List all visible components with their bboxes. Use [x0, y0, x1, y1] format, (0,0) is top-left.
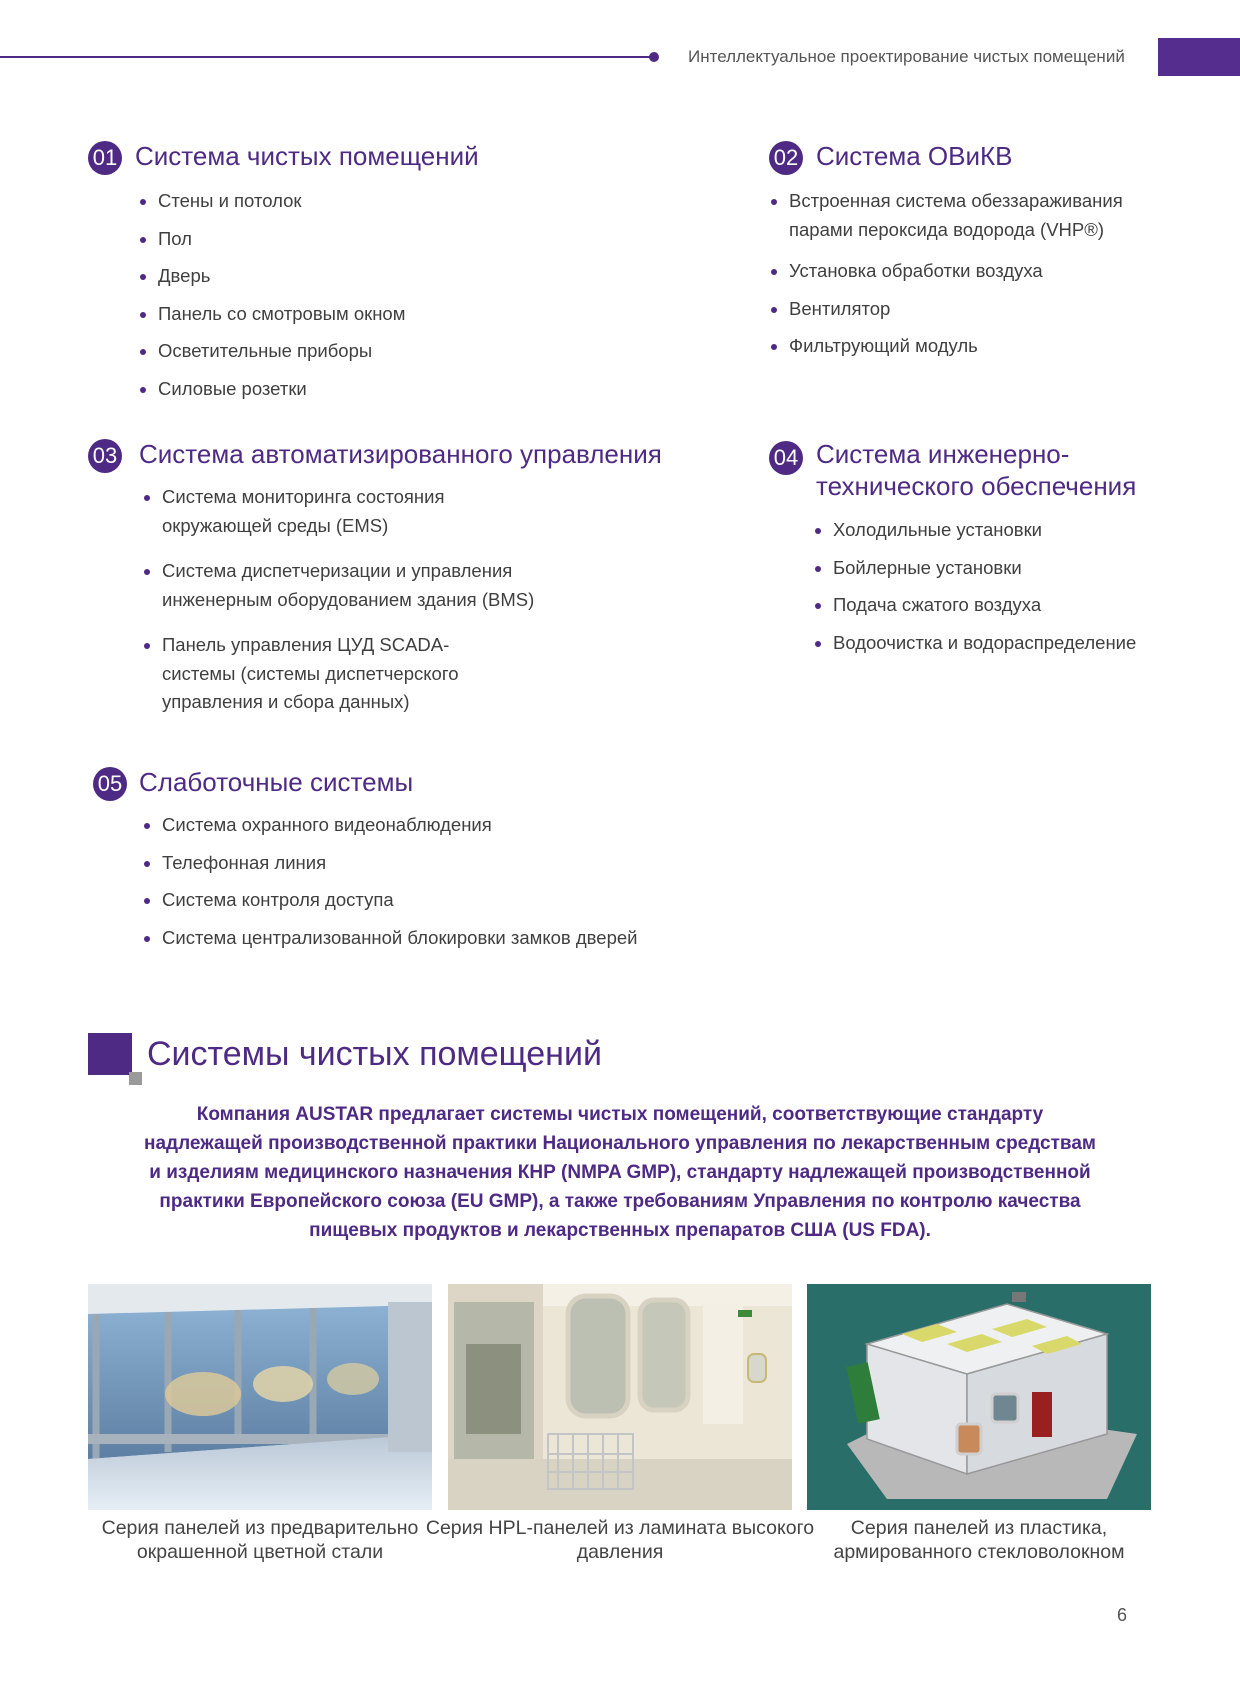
section-title: Система чистых помещений: [135, 141, 479, 171]
list-item: Дверь: [140, 262, 660, 291]
section-title: Система ОВиКВ: [816, 141, 1013, 171]
intro-paragraph: Компания AUSTAR предлагает системы чистых помещений, соответствующие стандарту надлежащей производственной практики Национального управления по лекарственным средствам и изделиям медицинского назначения КНР (NMPA GMP), стандарту надлежащей производственной практики Европейского союза (EU GMP), а также требованиям Управления по контролю качества пищевых продуктов и лекарственных препаратов США (US FDA).: [144, 1104, 1096, 1241]
main-heading-title: Системы чистых помещений: [147, 1034, 602, 1073]
photo-hpl-panels: [448, 1284, 792, 1510]
main-heading: [88, 1033, 602, 1075]
photo-caption: Серия панелей из пластика, армированного стекловолокном: [833, 1517, 1125, 1563]
list-item: Телефонная линия: [144, 849, 704, 878]
list-item: Система мониторинга состояния окружающей среды (EMS): [144, 483, 482, 540]
section-item-list: [144, 811, 704, 952]
list-item: Система диспетчеризации и управления инженерным оборудованием здания (BMS): [144, 557, 557, 614]
section-04: [769, 438, 1189, 657]
photo-frp-panels: [807, 1284, 1151, 1510]
section-02: [769, 140, 1189, 361]
list-item: Осветительные приборы: [140, 337, 660, 366]
running-header: Интеллектуальное проектирование чистых помещений: [688, 47, 1125, 66]
list-item: Встроенная система обеззараживания парами пероксида водорода (VHP®): [771, 187, 1141, 244]
list-item: Фильтрующий модуль: [771, 332, 1141, 361]
section-05: [93, 766, 733, 952]
section-number-badge: 05: [93, 767, 127, 801]
section-title: Слаботочные системы: [139, 767, 414, 797]
section-number-badge: 01: [88, 141, 122, 175]
photo-caption: Серия HPL-панелей из ламината высокого давления: [425, 1517, 815, 1563]
section-01: [88, 140, 688, 403]
corner-accent-block: [1158, 38, 1240, 76]
section-number-badge: 03: [88, 439, 122, 473]
list-item: Подача сжатого воздуха: [815, 591, 1185, 620]
list-item: Силовые розетки: [140, 375, 660, 404]
section-item-list: [140, 187, 660, 403]
list-item: Вентилятор: [771, 295, 1141, 324]
section-item-list: [815, 516, 1185, 657]
list-item: Водоочистка и водораспределение: [815, 629, 1185, 658]
section-title: Система инженерно-технического обеспечения: [816, 439, 1137, 501]
list-item: Система охранного видеонаблюдения: [144, 811, 704, 840]
header-rule: [0, 56, 654, 58]
section-item-list: [144, 483, 728, 717]
page-number: 6: [1117, 1605, 1128, 1625]
header-rule-dot: [649, 52, 659, 62]
section-title: Система автоматизированного управления: [139, 439, 662, 469]
photo-caption: Серия панелей из предварительно окрашенной цветной стали: [101, 1517, 419, 1563]
list-item: Панель со смотровым окном: [140, 300, 660, 329]
section-number-badge: 02: [769, 141, 803, 175]
section-item-list: [771, 187, 1141, 361]
list-item: Пол: [140, 225, 660, 254]
list-item: Холодильные установки: [815, 516, 1185, 545]
list-item: Панель управления ЦУД SCADA-системы (системы диспетчерского управления и сбора данных): [144, 631, 482, 717]
photo-prepainted-steel-panels: [88, 1284, 432, 1510]
section-03: [88, 438, 728, 717]
list-item: Установка обработки воздуха: [771, 257, 1141, 286]
section-number-badge: 04: [769, 441, 803, 475]
list-item: Стены и потолок: [140, 187, 660, 216]
list-item: Система контроля доступа: [144, 886, 704, 915]
list-item: Система централизованной блокировки замков дверей: [144, 924, 704, 953]
heading-square-icon: [88, 1033, 132, 1075]
list-item: Бойлерные установки: [815, 554, 1185, 583]
